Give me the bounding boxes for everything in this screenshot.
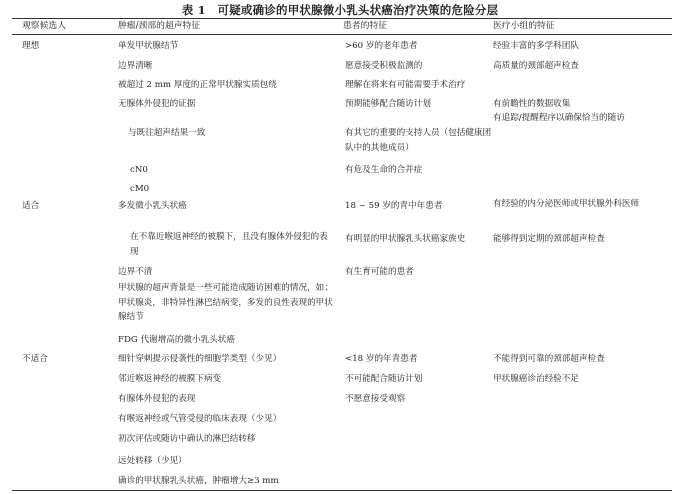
unsuitable-patient-item: <18 岁的年青患者	[345, 354, 418, 364]
header-rule	[12, 34, 672, 35]
ideal-ultrasound-item: 无腺体外侵犯的证据	[118, 99, 196, 109]
header-patient: 患者的特征	[343, 21, 387, 31]
unsuitable-ultrasound-item: 有腺体外侵犯的表现	[118, 394, 196, 404]
ideal-patient-item: 预期能够配合随访计划	[345, 99, 431, 109]
ideal-ultrasound-item: 单发甲状腺结节	[118, 41, 179, 51]
suitable-patient-item: 有明显的甲状腺乳头状癌家族史	[345, 234, 466, 244]
ideal-patient-item: 理解在将来有可能需要手术治疗	[345, 80, 466, 90]
ideal-ultrasound-item: 与既往超声结果一致	[128, 128, 206, 138]
header-team: 医疗小组的特征	[493, 21, 555, 31]
suitable-team-item: 能够得到定期的颈部超声检查	[493, 234, 605, 244]
ideal-ultrasound-item: 被超过 2 mm 厚度的正常甲状腺实质包绕	[118, 80, 277, 90]
ideal-patient-item: 有危及生命的合并症	[345, 165, 423, 175]
ideal-ultrasound-item: cN0	[130, 165, 148, 175]
unsuitable-patient-item: 不可能配合随访计划	[345, 374, 423, 384]
unsuitable-team-item: 不能得到可靠的颈部超声检查	[493, 354, 605, 364]
ideal-team-item: 有前瞻性的数据收集	[493, 99, 571, 109]
ideal-team-item: 有追踪/提醒程序以确保恰当的随访	[493, 113, 625, 123]
ideal-team-item: 高质量的颈部超声检查	[493, 61, 579, 71]
table-title: 表 1 可疑或确诊的甲状腺微小乳头状癌治疗决策的危险分层	[181, 3, 499, 17]
row-label-unsuitable: 不适合	[22, 354, 48, 364]
row-label-ideal: 理想	[22, 41, 40, 51]
unsuitable-ultrasound-item: 邻近喉返神经的被膜下病变	[118, 374, 222, 384]
header-candidate: 观察候选人	[22, 21, 66, 31]
suitable-team-item: 有经验的内分泌医师或甲状腺外科医师	[493, 199, 640, 209]
unsuitable-ultrasound-item: 有喉返神经或气管受侵的临床表现（少见）	[118, 414, 282, 424]
suitable-ultrasound-item: 甲状腺的超声背景是一些可能造成随访困难的情况，如；甲状腺炎，非特异性淋巴结病变，多发的良性表现的甲状腺结节	[118, 283, 333, 322]
unsuitable-ultrasound-item: 初次评估或随访中确认的淋巴结转移	[118, 434, 256, 444]
unsuitable-ultrasound-item: 确诊的甲状腺乳头状癌，肿瘤增大≥3 mm	[118, 476, 279, 486]
bottom-rule	[12, 490, 672, 491]
header-ultrasound: 肿瘤/颈部的超声特征	[118, 21, 201, 31]
ideal-patient-item: 愿意接受积极监测的	[345, 61, 423, 71]
suitable-ultrasound-item: 在不靠近喉返神经的被膜下，且没有腺体外侵犯的表现	[130, 232, 328, 257]
top-rule	[12, 18, 672, 19]
unsuitable-ultrasound-item: 远处转移（少见）	[118, 456, 187, 466]
ideal-ultrasound-item: cM0	[130, 184, 150, 194]
ideal-ultrasound-item: 边界清晰	[118, 61, 153, 71]
ideal-team-item: 经验丰富的多学科团队	[493, 41, 579, 51]
unsuitable-ultrasound-item: 细针穿刺提示侵袭性的细胞学类型（少见）	[118, 354, 282, 364]
suitable-ultrasound-item: 多发微小乳头状癌	[118, 201, 187, 211]
ideal-patient-item: 有其它的重要的支持人员（包括健康团队中的其他成员）	[345, 128, 492, 153]
suitable-ultrasound-item: FDG 代谢增高的微小乳头状癌	[118, 335, 235, 345]
unsuitable-team-item: 甲状腺癌诊治经验不足	[493, 374, 579, 384]
unsuitable-patient-item: 不愿意接受观察	[345, 394, 406, 404]
suitable-patient-item: 18 ~ 59 岁的青中年患者	[345, 201, 443, 211]
suitable-ultrasound-item: 边界不清	[118, 267, 153, 277]
suitable-patient-item: 有生育可能的患者	[345, 267, 414, 277]
row-label-suitable: 适合	[22, 201, 40, 211]
ideal-patient-item: >60 岁的老年患者	[345, 41, 418, 51]
